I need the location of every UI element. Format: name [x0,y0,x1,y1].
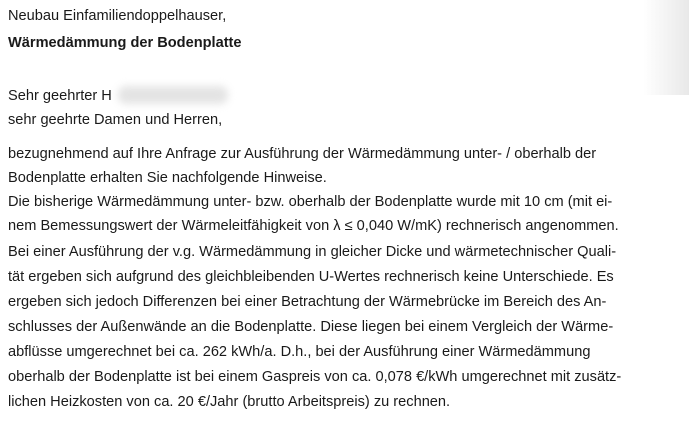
salutation-line-1: Sehr geehrter H [8,88,112,104]
redacted-name [118,86,228,104]
scan-shadow [643,0,689,95]
body-line-6: tät ergeben sich aufgrund des gleichbleibenden U-Wertes rechnerisch keine Unterschiede. Es [8,269,614,285]
body-line-4: nem Bemessungswert der Wärmeleitfähigkeit von λ ≤ 0,040 W/mK) rechnerisch angenommen. [8,218,619,234]
body-line-1: bezugnehmend auf Ihre Anfrage zur Ausführung der Wärmedämmung unter- / oberhalb der [8,146,597,162]
body-line-7: ergeben sich jedoch Differenzen bei einer Betrachtung der Wärmebrücke im Bereich des An- [8,294,607,310]
body-line-9: abflüsse umgerechnet bei ca. 262 kWh/a. D.h., bei der Ausführung einer Wärmedämmung [8,344,591,360]
subject-line: Wärmedämmung der Bodenplatte [8,35,242,51]
body-line-11: lichen Heizkosten von ca. 20 €/Jahr (brutto Arbeitspreis) zu rechnen. [8,394,451,410]
body-line-8: schlusses der Außenwände an die Bodenplatte. Diese liegen bei einem Vergleich der Wärme- [8,319,614,335]
body-line-10: oberhalb der Bodenplatte ist bei einem Gaspreis von ca. 0,078 €/kWh umgerechnet mit zusätz- [8,369,622,385]
body-line-5: Bei einer Ausführung der v.g. Wärmedämmung in gleicher Dicke und wärmetechnischer Quali- [8,244,617,260]
body-line-2: Bodenplatte erhalten Sie nachfolgende Hinweise. [8,170,327,186]
body-line-3: Die bisherige Wärmedämmung unter- bzw. oberhalb der Bodenplatte wurde mit 10 cm (mit ei- [8,194,613,210]
project-line: Neubau Einfamiliendoppelhauser, [8,8,227,24]
salutation-line-2: sehr geehrte Damen und Herren, [8,112,223,128]
